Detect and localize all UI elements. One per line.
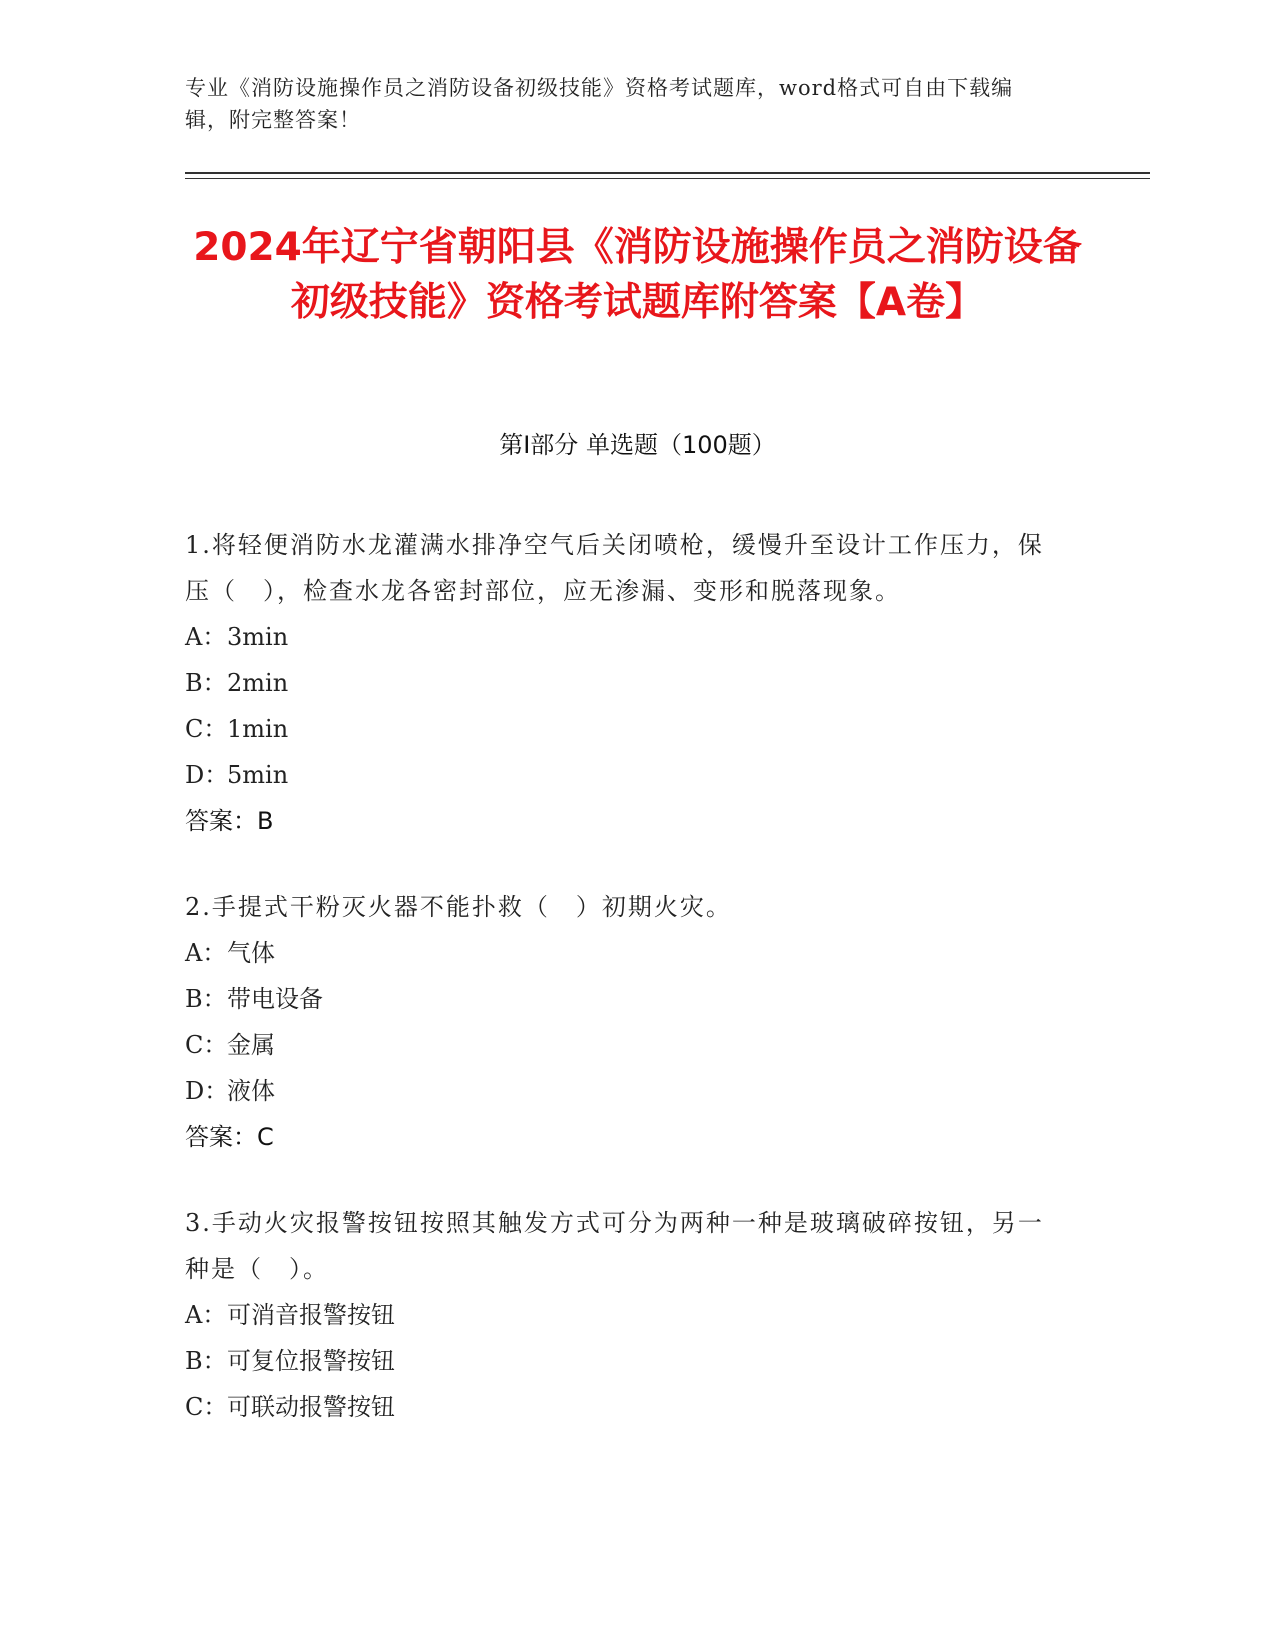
option-key: C： [185,715,228,743]
option-key: D： [185,761,229,789]
option-text: 带电设备 [227,985,323,1013]
header-note: 专业《消防设施操作员之消防设备初级技能》资格考试题库，word格式可自由下载编辑，附完整答案！ [185,76,1014,132]
option-c [185,706,1065,752]
option-key: B： [185,1347,227,1375]
question-2 [185,884,1065,1160]
option-a [185,1292,1065,1338]
option-text: 1min [227,715,289,743]
option-a [185,930,1065,976]
question-3 [185,1200,1065,1430]
document-title: 2024年辽宁省朝阳县《消防设施操作员之消防设备初级技能》资格考试题库附答案【A卷】 [193,225,1082,325]
option-key: A： [185,1301,227,1329]
option-c [185,1022,1065,1068]
option-c [185,1384,1065,1430]
question-stem: 1.将轻便消防水龙灌满水排净空气后关闭喷枪，缓慢升至设计工作压力，保压（ ），检查水龙各密封部位，应无渗漏、变形和脱落现象。 [185,531,1044,605]
option-a [185,614,1065,660]
option-key: C： [185,1031,228,1059]
section-heading: 第I部分 单选题（100题） [499,431,776,459]
question-stem: 2.手提式干粉灭火器不能扑救（ ）初期火灾。 [185,893,732,921]
question-stem: 3.手动火灾报警按钮按照其触发方式可分为两种一种是玻璃破碎按钮，另一种是（ ）。 [185,1209,1044,1283]
option-key: B： [185,669,227,697]
option-key: A： [185,623,227,651]
question-1 [185,522,1065,844]
answer-line: 答案：B [185,807,274,835]
option-key: A： [185,939,227,967]
option-text: 可消音报警按钮 [227,1301,395,1329]
option-text: 3min [227,623,289,651]
option-key: B： [185,985,227,1013]
option-d [185,1068,1065,1114]
option-b [185,1338,1065,1384]
option-key: C： [185,1393,228,1421]
option-text: 气体 [227,939,275,967]
option-text: 2min [227,669,289,697]
option-text: 液体 [227,1077,275,1105]
option-b [185,976,1065,1022]
question-list [185,522,1065,1430]
option-d [185,752,1065,798]
option-text: 5min [227,761,289,789]
option-text: 可复位报警按钮 [227,1347,395,1375]
option-key: D： [185,1077,229,1105]
answer-line: 答案：C [185,1123,274,1151]
option-b [185,660,1065,706]
option-text: 可联动报警按钮 [227,1393,395,1421]
header-divider-thick [185,172,1150,174]
header-divider-thin [185,178,1150,179]
option-text: 金属 [227,1031,275,1059]
